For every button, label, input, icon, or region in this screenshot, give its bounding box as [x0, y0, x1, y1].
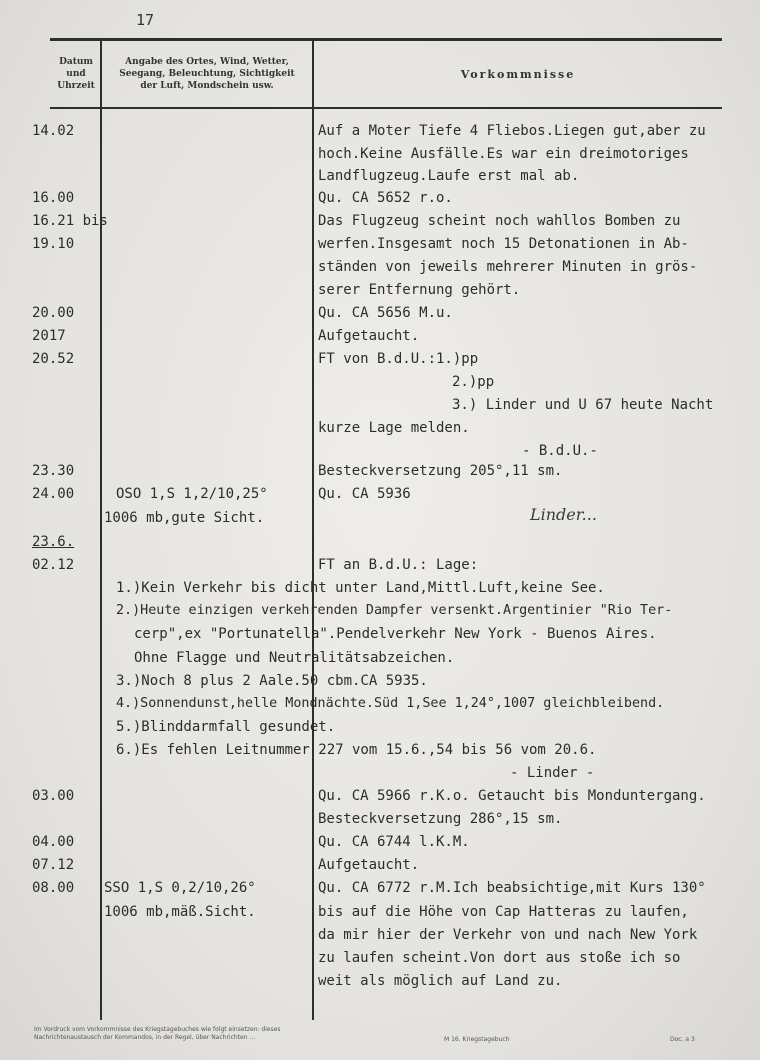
header-bottom-rule [50, 107, 722, 109]
weather-entry: 1006 mb,gute Sicht. [104, 510, 265, 526]
event-line: FT von B.d.U.:1.)pp [318, 351, 479, 367]
event-line: Qu. CA 5966 r.K.o. Getaucht bis Monduntergang. [318, 788, 706, 804]
event-line: 2.)pp [452, 374, 495, 390]
event-line: Qu. CA 5656 M.u. [318, 305, 453, 321]
time-entry: 16.00 [32, 190, 75, 206]
event-line: 4.)Sonnendunst,helle Mondnächte.Süd 1,See 1,24°,1007 gleichbleibend. [116, 696, 665, 711]
event-line: 5.)Blinddarmfall gesundet. [116, 719, 336, 735]
footer-form-id: M 16. Kriegstagebuch [444, 1036, 510, 1043]
event-line: kurze Lage melden. [318, 420, 470, 436]
handwritten-signature: Linder... [530, 505, 597, 524]
event-line: Aufgetaucht. [318, 328, 420, 344]
event-line: 1.)Kein Verkehr bis dicht unter Land,Mittl.Luft,keine See. [116, 580, 605, 596]
time-entry: 08.00 [32, 880, 75, 896]
column-divider-2 [312, 40, 314, 1020]
time-entry: 24.00 [32, 486, 75, 502]
event-line: Besteckversetzung 205°,11 sm. [318, 463, 563, 479]
footer-page-code: Doc. a 3 [670, 1036, 695, 1043]
event-line: Auf a Moter Tiefe 4 Fliebos.Liegen gut,aber zu [318, 123, 706, 139]
event-line: FT an B.d.U.: Lage: [318, 557, 479, 573]
event-line: Qu. CA 5652 r.o. [318, 190, 453, 206]
event-line: Qu. CA 6772 r.M.Ich beabsichtige,mit Kurs 130° [318, 880, 706, 896]
event-line: Ohne Flagge und Neutralitätsabzeichen. [134, 650, 455, 666]
time-entry: 19.10 [32, 236, 75, 252]
page-number: 17 [136, 11, 155, 29]
event-line: 2.)Heute einzigen verkehrenden Dampfer versenkt.Argentinier "Rio Ter- [116, 603, 673, 618]
event-line: da mir hier der Verkehr von und nach New York [318, 927, 698, 943]
event-line: - B.d.U.- [522, 443, 598, 459]
event-line: Landflugzeug.Laufe erst mal ab. [318, 168, 580, 184]
weather-entry: SSO 1,S 0,2/10,26° [104, 880, 256, 896]
time-entry: 02.12 [32, 557, 75, 573]
header-top-rule [50, 38, 722, 41]
time-entry: 16.21 bis [32, 213, 108, 229]
header-location-weather: Angabe des Ortes, Wind, Wetter, Seegang, Beleuchtung, Sichtigkeit der Luft, Mondschein usw. [119, 57, 295, 91]
time-entry: 14.02 [32, 123, 75, 139]
time-entry: 20.52 [32, 351, 75, 367]
event-line: werfen.Insgesamt noch 15 Detonationen in Ab- [318, 236, 689, 252]
event-line: Qu. CA 6744 l.K.M. [318, 834, 470, 850]
time-entry: 04.00 [32, 834, 75, 850]
header-date-time: Datum und Uhrzeit [57, 57, 95, 91]
event-line: 6.)Es fehlen Leitnummer 227 vom 15.6.,54 bis 56 vom 20.6. [116, 742, 597, 758]
time-entry: 23.30 [32, 463, 75, 479]
column-divider-1 [100, 40, 102, 1020]
date-entry: 23.6. [32, 534, 75, 550]
event-line: - Linder - [510, 765, 595, 781]
footer-note: Im Vordruck vom Vorkommnisse des Kriegstagebuches wie folgt einsetzen: dieses Nachrichtenaustausch der Kommandos, in der Regel, über Nachrichten ... [34, 1026, 281, 1041]
time-entry: 03.00 [32, 788, 75, 804]
event-line: Das Flugzeug scheint noch wahllos Bomben zu [318, 213, 681, 229]
weather-entry: OSO 1,S 1,2/10,25° [116, 486, 268, 502]
event-line: cerp",ex "Portunatella".Pendelverkehr New York - Buenos Aires. [134, 626, 657, 642]
event-line: Besteckversetzung 286°,15 sm. [318, 811, 563, 827]
event-line: bis auf die Höhe von Cap Hatteras zu laufen, [318, 904, 689, 920]
event-line: Aufgetaucht. [318, 857, 420, 873]
time-entry: 07.12 [32, 857, 75, 873]
event-line: weit als möglich auf Land zu. [318, 973, 563, 989]
event-line: zu laufen scheint.Von dort aus stoße ich so [318, 950, 681, 966]
event-line: ständen von jeweils mehrerer Minuten in grös- [318, 259, 698, 275]
event-line: 3.) Linder und U 67 heute Nacht [452, 397, 714, 413]
event-line: Qu. CA 5936 [318, 486, 411, 502]
time-entry: 20.00 [32, 305, 75, 321]
weather-entry: 1006 mb,mäß.Sicht. [104, 904, 256, 920]
event-line: serer Entfernung gehört. [318, 282, 521, 298]
event-line: 3.)Noch 8 plus 2 Aale.50 cbm.CA 5935. [116, 673, 428, 689]
header-events: Vorkommnisse [460, 68, 576, 81]
event-line: hoch.Keine Ausfälle.Es war ein dreimotoriges [318, 146, 689, 162]
time-entry: 2017 [32, 328, 66, 344]
